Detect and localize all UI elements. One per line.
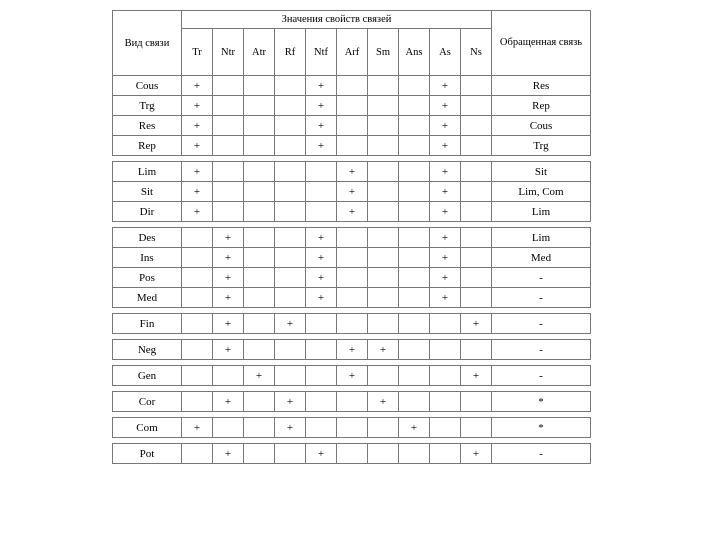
property-cell-atr: + [244,366,275,386]
column-header-ntf: Ntf [306,29,337,76]
property-cell-atr [244,248,275,268]
property-cell-ns [461,136,492,156]
property-cell-rf [275,288,306,308]
property-cell-as [430,418,461,438]
property-cell-arf: + [337,202,368,222]
reverse-relation-cell: * [492,392,591,412]
property-cell-ntr: + [213,314,244,334]
relation-name-cell: Fin [113,314,182,334]
property-cell-ans [399,366,430,386]
property-cell-atr [244,268,275,288]
property-cell-atr [244,418,275,438]
property-cell-ntf [306,366,337,386]
property-cell-as: + [430,76,461,96]
property-group-header: Значения свойств связей [182,11,492,29]
property-cell-as: + [430,162,461,182]
table-row [113,76,591,96]
property-cell-ntr [213,162,244,182]
property-cell-arf [337,314,368,334]
reverse-relation-header: Обращенная связь [492,11,591,76]
property-cell-tr: + [182,136,213,156]
relation-name-cell: Trg [113,96,182,116]
property-cell-ntr: + [213,228,244,248]
property-cell-ns [461,182,492,202]
property-cell-ans: + [399,418,430,438]
property-cell-ans [399,340,430,360]
property-cell-ntf [306,162,337,182]
property-cell-sm [368,182,399,202]
property-cell-ntr: + [213,392,244,412]
property-cell-ntf: + [306,96,337,116]
column-header-tr: Tr [182,29,213,76]
property-cell-tr: + [182,96,213,116]
property-cell-as: + [430,182,461,202]
property-cell-arf [337,392,368,412]
property-cell-tr: + [182,202,213,222]
column-header-ns: Ns [461,29,492,76]
property-cell-ntf: + [306,268,337,288]
property-cell-tr [182,314,213,334]
property-cell-tr [182,288,213,308]
property-cell-as [430,314,461,334]
column-header-rf: Rf [275,29,306,76]
relation-name-cell: Dir [113,202,182,222]
property-cell-ans [399,314,430,334]
table-row [113,392,591,412]
reverse-relation-cell: - [492,444,591,464]
property-cell-as: + [430,136,461,156]
property-cell-ns [461,228,492,248]
reverse-relation-cell: * [492,418,591,438]
property-cell-sm [368,162,399,182]
reverse-relation-cell: Sit [492,162,591,182]
property-cell-ntr: + [213,288,244,308]
relation-name-cell: Com [113,418,182,438]
property-cell-ntf: + [306,116,337,136]
table-row [113,136,591,156]
property-cell-rf: + [275,314,306,334]
property-cell-ntf: + [306,136,337,156]
property-cell-as [430,366,461,386]
property-cell-arf: + [337,366,368,386]
property-cell-atr [244,444,275,464]
property-cell-ntf: + [306,76,337,96]
property-cell-ns [461,340,492,360]
property-cell-ntf: + [306,444,337,464]
table-body [113,76,591,464]
property-cell-ans [399,76,430,96]
relation-name-cell: Ins [113,248,182,268]
property-cell-arf [337,288,368,308]
property-cell-tr: + [182,116,213,136]
property-cell-atr [244,392,275,412]
reverse-relation-cell: Res [492,76,591,96]
table-row [113,96,591,116]
property-cell-ans [399,268,430,288]
property-cell-ntr [213,366,244,386]
reverse-relation-cell: Lim [492,228,591,248]
property-cell-ans [399,182,430,202]
property-cell-rf [275,248,306,268]
table-row [113,418,591,438]
table-row [113,288,591,308]
property-cell-ns [461,248,492,268]
reverse-relation-cell: Lim, Com [492,182,591,202]
column-header-arf: Arf [337,29,368,76]
property-cell-arf [337,268,368,288]
table-row [113,366,591,386]
property-cell-rf [275,444,306,464]
property-cell-arf: + [337,340,368,360]
reverse-relation-cell: - [492,366,591,386]
property-cell-ntf [306,392,337,412]
property-cell-ans [399,116,430,136]
property-cell-ns: + [461,366,492,386]
property-cell-atr [244,202,275,222]
property-cell-atr [244,136,275,156]
relation-name-cell: Des [113,228,182,248]
property-cell-ans [399,162,430,182]
column-header-as: As [430,29,461,76]
reverse-relation-cell: Rep [492,96,591,116]
property-cell-arf [337,444,368,464]
relation-name-cell: Res [113,116,182,136]
property-cell-ans [399,228,430,248]
column-header-ntr: Ntr [213,29,244,76]
column-header-ans: Ans [399,29,430,76]
table-row [113,248,591,268]
property-cell-ntr: + [213,248,244,268]
relation-name-cell: Pot [113,444,182,464]
property-cell-ns: + [461,314,492,334]
property-cell-ans [399,444,430,464]
property-cell-tr: + [182,162,213,182]
property-cell-arf [337,248,368,268]
reverse-relation-cell: Lim [492,202,591,222]
property-cell-ntr: + [213,268,244,288]
relation-name-cell: Pos [113,268,182,288]
property-cell-as [430,392,461,412]
property-cell-atr [244,288,275,308]
property-cell-sm: + [368,340,399,360]
property-cell-sm [368,418,399,438]
column-header-sm: Sm [368,29,399,76]
reverse-relation-cell: Trg [492,136,591,156]
property-cell-ntr [213,418,244,438]
table-row [113,202,591,222]
property-cell-tr [182,340,213,360]
property-cell-rf [275,340,306,360]
property-cell-ns [461,202,492,222]
property-cell-as [430,444,461,464]
reverse-relation-cell: Med [492,248,591,268]
property-cell-ntf: + [306,288,337,308]
property-cell-arf [337,228,368,248]
relation-name-cell: Sit [113,182,182,202]
property-cell-rf [275,96,306,116]
property-cell-sm [368,268,399,288]
property-cell-sm [368,116,399,136]
relation-name-cell: Neg [113,340,182,360]
property-cell-ns [461,268,492,288]
table-row [113,314,591,334]
property-cell-atr [244,182,275,202]
property-cell-arf [337,116,368,136]
property-cell-tr [182,366,213,386]
relation-name-cell: Med [113,288,182,308]
relation-name-cell: Cor [113,392,182,412]
property-cell-arf [337,418,368,438]
property-cell-ntr [213,136,244,156]
table-row [113,182,591,202]
property-cell-ntf [306,418,337,438]
property-cell-sm [368,248,399,268]
property-cell-rf [275,162,306,182]
property-cell-as: + [430,248,461,268]
table-row [113,340,591,360]
property-cell-rf [275,228,306,248]
property-cell-tr [182,444,213,464]
table-row [113,116,591,136]
property-cell-arf: + [337,182,368,202]
table-row [113,162,591,182]
property-cell-as: + [430,202,461,222]
property-cell-ans [399,248,430,268]
property-cell-ntr [213,202,244,222]
property-cell-sm: + [368,392,399,412]
property-cell-sm [368,202,399,222]
property-cell-arf: + [337,162,368,182]
property-cell-ns [461,76,492,96]
property-cell-ntf: + [306,228,337,248]
property-cell-sm [368,76,399,96]
property-cell-rf [275,268,306,288]
property-cell-rf: + [275,392,306,412]
property-cell-sm [368,314,399,334]
property-cell-sm [368,366,399,386]
property-cell-as: + [430,116,461,136]
property-cell-rf: + [275,418,306,438]
property-cell-ans [399,202,430,222]
property-cell-rf [275,76,306,96]
property-cell-tr: + [182,182,213,202]
property-cell-ans [399,96,430,116]
table-row [113,268,591,288]
property-cell-ntr [213,76,244,96]
property-cell-ntr [213,96,244,116]
reverse-relation-cell: - [492,268,591,288]
property-cell-ntr: + [213,444,244,464]
property-cell-ns [461,96,492,116]
property-cell-atr [244,116,275,136]
property-cell-ntf: + [306,248,337,268]
property-cell-atr [244,162,275,182]
property-cell-arf [337,136,368,156]
property-cell-tr [182,268,213,288]
table-row [113,228,591,248]
property-cell-ntr: + [213,340,244,360]
property-cell-ns [461,392,492,412]
property-cell-ns [461,418,492,438]
property-cell-ns [461,116,492,136]
property-cell-ns [461,288,492,308]
property-cell-tr: + [182,76,213,96]
reverse-relation-cell: - [492,314,591,334]
property-cell-ntf [306,182,337,202]
property-cell-ntf [306,340,337,360]
relation-name-cell: Gen [113,366,182,386]
property-cell-atr [244,96,275,116]
property-cell-atr [244,228,275,248]
property-cell-atr [244,76,275,96]
column-header-atr: Atr [244,29,275,76]
property-cell-ns [461,162,492,182]
property-cell-ans [399,136,430,156]
property-cell-tr [182,228,213,248]
table-row [113,444,591,464]
property-cell-ans [399,392,430,412]
property-cell-arf [337,76,368,96]
property-cell-atr [244,340,275,360]
property-cell-arf [337,96,368,116]
property-cell-ntf [306,202,337,222]
property-cell-sm [368,288,399,308]
property-cell-as: + [430,228,461,248]
relation-name-cell: Lim [113,162,182,182]
property-cell-sm [368,444,399,464]
property-cell-rf [275,366,306,386]
property-cell-ans [399,288,430,308]
relation-name-cell: Rep [113,136,182,156]
relation-name-cell: Cous [113,76,182,96]
property-cell-as: + [430,288,461,308]
property-cell-as: + [430,268,461,288]
property-cell-sm [368,136,399,156]
property-cell-tr [182,392,213,412]
property-cell-atr [244,314,275,334]
property-cell-sm [368,96,399,116]
reverse-relation-cell: - [492,288,591,308]
property-cell-tr [182,248,213,268]
property-cell-as: + [430,96,461,116]
property-cell-ntr [213,116,244,136]
property-cell-rf [275,136,306,156]
kind-header: Вид связи [113,11,182,76]
property-cell-as [430,340,461,360]
reverse-relation-cell: - [492,340,591,360]
property-cell-rf [275,202,306,222]
property-cell-ntf [306,314,337,334]
relations-properties-table [112,10,591,464]
property-cell-ns: + [461,444,492,464]
property-cell-rf [275,116,306,136]
property-cell-rf [275,182,306,202]
property-cell-tr: + [182,418,213,438]
property-cell-ntr [213,182,244,202]
reverse-relation-cell: Cous [492,116,591,136]
property-cell-sm [368,228,399,248]
